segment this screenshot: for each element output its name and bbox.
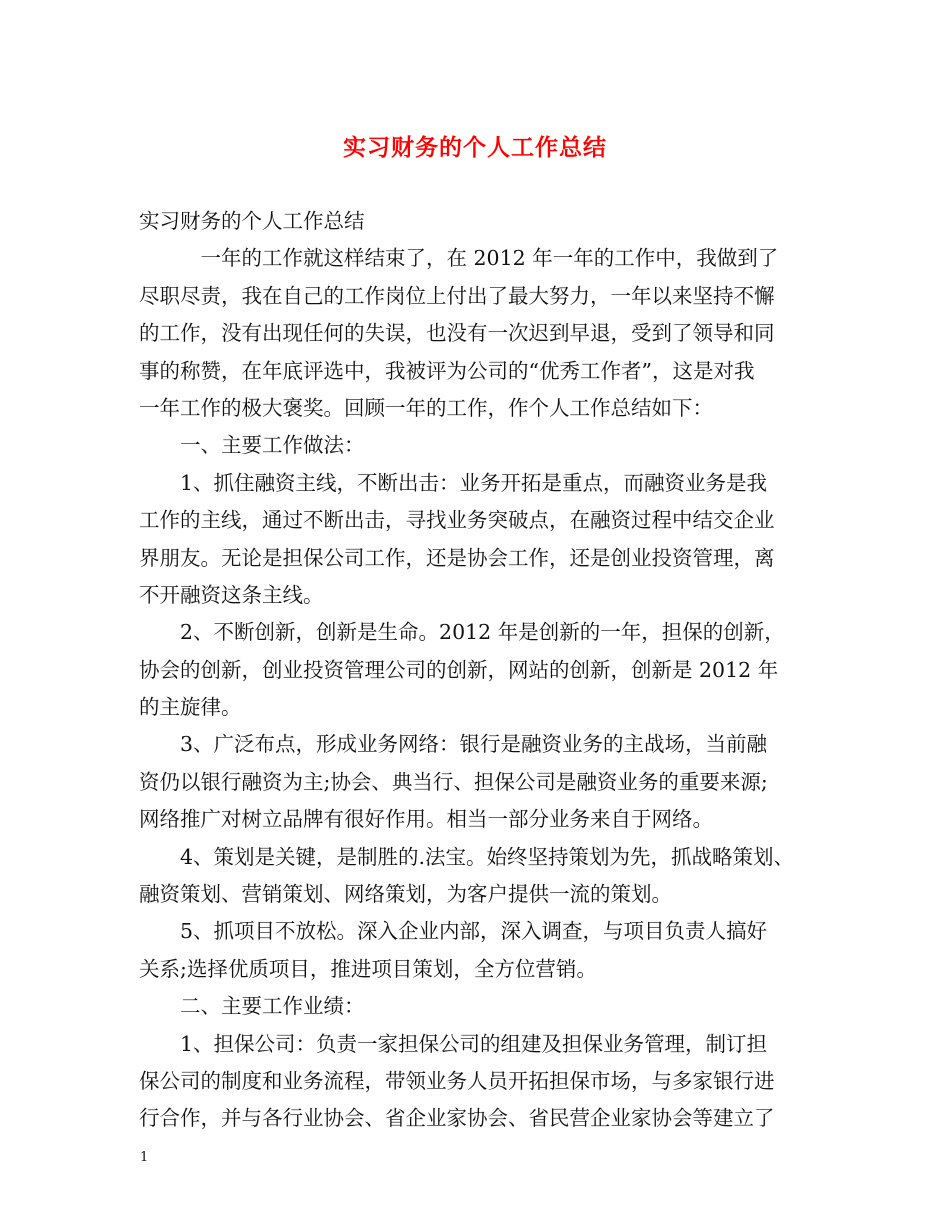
section-heading: 二、主要工作业绩： <box>139 994 365 1019</box>
text-line: 行合作，并与各行业协会、省企业家协会、省民营企业家协会等建立了 <box>139 1106 775 1131</box>
document-body <box>139 203 823 1138</box>
text-line: 尽职尽责，我在自己的工作岗位上付出了最大努力，一年以来坚持不懈 <box>139 283 775 308</box>
text-line: 协会的创新，创业投资管理公司的创新，网站的创新，创新是 2012 年 <box>139 657 779 682</box>
text-line: 2、不断创新，创新是生命。2012 年是创新的一年，担保的创新， <box>139 620 785 645</box>
section-heading: 一、主要工作做法： <box>139 433 365 458</box>
text-line: 一年的工作就这样结束了，在 2012 年一年的工作中，我做到了 <box>139 246 779 271</box>
page-number: 1 <box>140 1150 149 1165</box>
text-line: 不开融资这条主线。 <box>139 582 324 607</box>
text-line: 保公司的制度和业务流程，带领业务人员开拓担保市场，与多家银行进 <box>139 1068 775 1093</box>
text-line: 的主旋律。 <box>139 695 242 720</box>
text-line: 资仍以银行融资为主;协会、典当行、担保公司是融资业务的重要来源; <box>139 769 768 794</box>
text-line: 4、策划是关键，是制胜的.法宝。始终坚持策划为先，抓战略策划、 <box>139 844 795 869</box>
text-line: 实习财务的个人工作总结 <box>139 209 365 233</box>
document-title: 实习财务的个人工作总结 <box>343 134 607 161</box>
text-line: 融资策划、营销策划、网络策划，为客户提供一流的策划。 <box>139 882 672 907</box>
text-line: 关系;选择优质项目，推进项目策划，全方位营销。 <box>139 956 597 981</box>
text-line: 事的称赞，在年底评选中，我被评为公司的“优秀工作者”，这是对我 <box>139 358 755 383</box>
text-line: 的工作，没有出现任何的失误，也没有一次迟到早退，受到了领导和同 <box>139 321 775 346</box>
text-line: 一年工作的极大褒奖。回顾一年的工作，作个人工作总结如下： <box>139 395 713 420</box>
text-line: 3、广泛布点，形成业务网络：银行是融资业务的主战场，当前融 <box>139 732 768 757</box>
text-line: 工作的主线，通过不断出击，寻找业务突破点，在融资过程中结交企业 <box>139 508 775 533</box>
text-line: 5、抓项目不放松。深入企业内部，深入调查，与项目负责人搞好 <box>139 919 768 944</box>
text-line: 1、抓住融资主线，不断出击：业务开拓是重点，而融资业务是我 <box>139 470 768 495</box>
text-line: 界朋友。无论是担保公司工作，还是协会工作，还是创业投资管理，离 <box>139 545 775 570</box>
text-line: 网络推广对树立品牌有很好作用。相当一部分业务来自于网络。 <box>139 807 713 832</box>
text-line: 1、担保公司：负责一家担保公司的组建及担保业务管理，制订担 <box>139 1031 768 1056</box>
